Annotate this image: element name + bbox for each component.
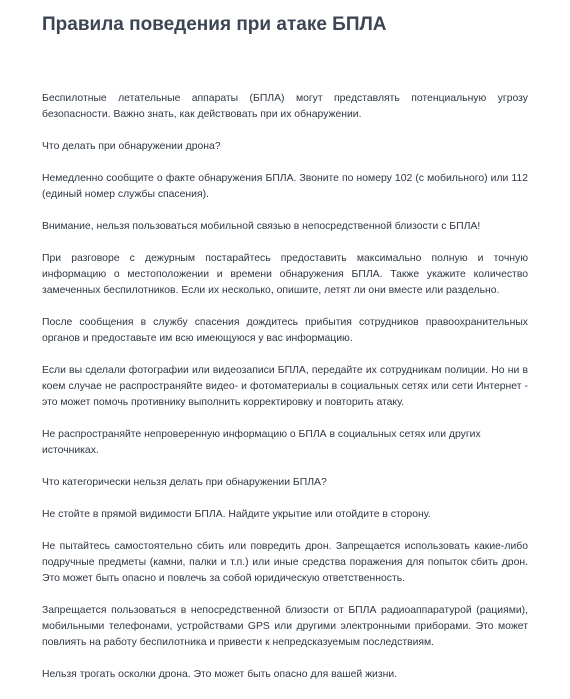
article [42, 0, 528, 699]
paragraph-wait-police: После сообщения в службу спасения дождитесь прибытия сотрудников правоохранительных органов и предоставьте им всю имеющуюся у вас информацию. [42, 317, 528, 344]
paragraph-report: Немедленно сообщите о факте обнаружения БПЛА. Звоните по номеру 102 (с мобильного) или 112 (единый номер службы спасения). [42, 173, 528, 200]
paragraph-warning-mobile: Внимание, нельзя пользоваться мобильной связью в непосредственной близости с БПЛА! [42, 221, 481, 232]
heading-prohibited: Что категорически нельзя делать при обнаружении БПЛА? [42, 477, 327, 488]
paragraph-do-not-shoot: Не пытайтесь самостоятельно сбить или повредить дрон. Запрещается использовать какие-либо подручные предметы (камни, палки и т.п.) или иные средства поражения для попыток сбить дрон. Это может быть опасно и повлечь за собой юридическую ответственность. [42, 541, 528, 584]
article-body [42, 91, 528, 683]
paragraph-no-electronics: Запрещается пользоваться в непосредственной близости от БПЛА радиоаппаратурой (рациями), мобильными телефонами, устройствами GPS или другими электронными приборами. Это может повлиять на работу беспилотника и привести к непредсказуемым последствиям. [42, 605, 528, 648]
paragraph-intro: Беспилотные летательные аппараты (БПЛА) могут представлять потенциальную угрозу безопасности. Важно знать, как действовать при их обнаружении. [42, 93, 528, 120]
heading-what-to-do: Что делать при обнаружении дрона? [42, 141, 221, 152]
paragraph-take-cover: Не стойте в прямой видимости БПЛА. Найдите укрытие или отойдите в сторону. [42, 509, 431, 520]
paragraph-details: При разговоре с дежурным постарайтесь предоставить максимально полную и точную информацию о местоположении и времени обнаружения БПЛА. Также укажите количество замеченных беспилотников. Если их несколько, опишите, летят ли они вместе или раздельно. [42, 253, 528, 296]
paragraph-photos: Если вы сделали фотографии или видеозаписи БПЛА, передайте их сотрудникам полиции. Но ни в коем случае не распространяйте видео- и фотоматериалы в социальных сетях или сети Интернет - это может помочь противнику выполнить корректировку и повторить атаку. [42, 365, 528, 408]
paragraph-no-rumors: Не распространяйте непроверенную информацию о БПЛА в социальных сетях или других источниках. [42, 429, 481, 456]
page-title: Правила поведения при атаке БПЛА [42, 14, 387, 35]
paragraph-debris: Нельзя трогать осколки дрона. Это может быть опасно для вашей жизни. [42, 669, 398, 680]
